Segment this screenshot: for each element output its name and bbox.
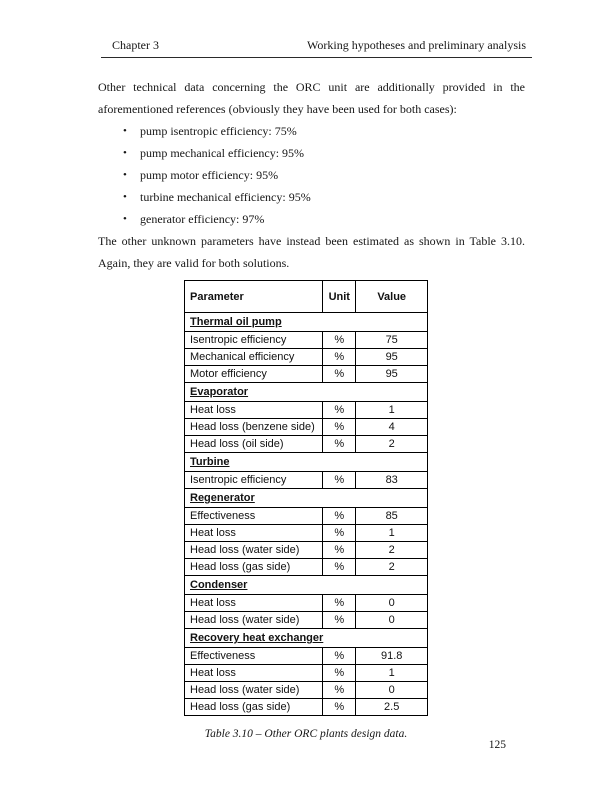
column-header-unit: Unit	[323, 281, 356, 313]
bullet-dot-icon: •	[123, 147, 127, 159]
column-header-parameter: Parameter	[185, 281, 323, 313]
unit-cell: %	[323, 595, 356, 612]
body-text-block	[98, 76, 525, 745]
table-section-row	[185, 629, 428, 648]
unit-cell: %	[323, 665, 356, 682]
table-data-row	[185, 349, 428, 366]
bullet-text: pump mechanical efficiency: 95%	[140, 146, 305, 160]
bullet-item	[98, 208, 525, 230]
unit-cell: %	[323, 542, 356, 559]
table-data-row	[185, 665, 428, 682]
table-body	[185, 313, 428, 716]
parameter-cell: Mechanical efficiency	[185, 349, 323, 366]
parameter-cell: Head loss (water side)	[185, 542, 323, 559]
table-data-row	[185, 436, 428, 453]
table-data-row	[185, 419, 428, 436]
table-data-row	[185, 699, 428, 716]
parameter-cell: Motor efficiency	[185, 366, 323, 383]
chapter-label: Chapter 3	[112, 38, 159, 52]
table-section-title: Condenser	[185, 576, 428, 595]
parameter-cell: Head loss (gas side)	[185, 559, 323, 576]
parameter-cell: Head loss (water side)	[185, 682, 323, 699]
unit-cell: %	[323, 559, 356, 576]
table-data-row	[185, 402, 428, 419]
value-cell: 1	[356, 402, 428, 419]
bullet-item	[98, 164, 525, 186]
unit-cell: %	[323, 436, 356, 453]
table-caption: Table 3.10 – Other ORC plants design data.	[204, 728, 408, 740]
table-data-row	[185, 525, 428, 542]
value-cell: 1	[356, 525, 428, 542]
bullet-text: pump motor efficiency: 95%	[140, 168, 279, 182]
parameter-cell: Head loss (water side)	[185, 612, 323, 629]
table-header-row	[185, 281, 428, 313]
bullet-dot-icon: •	[123, 169, 127, 181]
table-data-row	[185, 472, 428, 489]
value-cell: 75	[356, 332, 428, 349]
value-cell: 4	[356, 419, 428, 436]
value-cell: 2.5	[356, 699, 428, 716]
unit-cell: %	[323, 508, 356, 525]
parameter-cell: Head loss (gas side)	[185, 699, 323, 716]
parameter-cell: Effectiveness	[185, 648, 323, 665]
bullet-dot-icon: •	[123, 125, 127, 137]
parameter-cell: Heat loss	[185, 402, 323, 419]
value-cell: 0	[356, 595, 428, 612]
parameter-cell: Effectiveness	[185, 508, 323, 525]
bullet-item	[98, 142, 525, 164]
unit-cell: %	[323, 472, 356, 489]
unit-cell: %	[323, 612, 356, 629]
table-section-title: Regenerator	[185, 489, 428, 508]
value-cell: 95	[356, 349, 428, 366]
table-section-row	[185, 383, 428, 402]
bullet-text: generator efficiency: 97%	[140, 212, 265, 226]
table-data-row	[185, 612, 428, 629]
header-rule	[101, 57, 532, 58]
table-section-title: Evaporator	[185, 383, 428, 402]
value-cell: 85	[356, 508, 428, 525]
table-data-row	[185, 559, 428, 576]
unit-cell: %	[323, 699, 356, 716]
parameter-cell: Isentropic efficiency	[185, 332, 323, 349]
table-data-row	[185, 332, 428, 349]
efficiency-bullet-list	[98, 120, 525, 230]
unit-cell: %	[323, 402, 356, 419]
table-data-row	[185, 542, 428, 559]
value-cell: 0	[356, 682, 428, 699]
value-cell: 91.8	[356, 648, 428, 665]
table-data-row	[185, 648, 428, 665]
unit-cell: %	[323, 648, 356, 665]
bullet-dot-icon: •	[123, 213, 127, 225]
value-cell: 2	[356, 559, 428, 576]
table-data-row	[185, 595, 428, 612]
parameter-cell: Isentropic efficiency	[185, 472, 323, 489]
value-cell: 0	[356, 612, 428, 629]
table-section-title: Recovery heat exchanger	[185, 629, 428, 648]
table-section-row	[185, 313, 428, 332]
bullet-text: turbine mechanical efficiency: 95%	[140, 190, 311, 204]
parameter-cell: Head loss (oil side)	[185, 436, 323, 453]
table-section-title: Turbine	[185, 453, 428, 472]
value-cell: 2	[356, 542, 428, 559]
bullet-dot-icon: •	[123, 191, 127, 203]
table-section-row	[185, 576, 428, 595]
bullet-item	[98, 120, 525, 142]
value-cell: 95	[356, 366, 428, 383]
unit-cell: %	[323, 349, 356, 366]
orc-design-data-table	[184, 280, 428, 716]
bullet-item	[98, 186, 525, 208]
unit-cell: %	[323, 525, 356, 542]
unit-cell: %	[323, 682, 356, 699]
parameter-cell: Heat loss	[185, 665, 323, 682]
table-block	[184, 280, 428, 745]
column-header-value: Value	[356, 281, 428, 313]
table-section-title: Thermal oil pump	[185, 313, 428, 332]
chapter-title: Working hypotheses and preliminary analysis	[307, 38, 526, 52]
paragraph-followup: The other unknown parameters have instead been estimated as shown in Table 3.10. Again, they are valid for both solutions.	[98, 234, 525, 270]
parameter-cell: Heat loss	[185, 525, 323, 542]
unit-cell: %	[323, 332, 356, 349]
value-cell: 1	[356, 665, 428, 682]
bullet-text: pump isentropic efficiency: 75%	[140, 124, 297, 138]
table-section-row	[185, 453, 428, 472]
table-section-row	[185, 489, 428, 508]
value-cell: 2	[356, 436, 428, 453]
paragraph-intro: Other technical data concerning the ORC unit are additionally provided in the aforementioned references (obviously they have been used for both cases):	[98, 80, 525, 116]
running-header	[98, 38, 526, 52]
parameter-cell: Head loss (benzene side)	[185, 419, 323, 436]
unit-cell: %	[323, 366, 356, 383]
table-data-row	[185, 366, 428, 383]
table-data-row	[185, 508, 428, 525]
unit-cell: %	[323, 419, 356, 436]
parameter-cell: Heat loss	[185, 595, 323, 612]
page-number: 125	[488, 739, 506, 751]
value-cell: 83	[356, 472, 428, 489]
table-data-row	[185, 682, 428, 699]
